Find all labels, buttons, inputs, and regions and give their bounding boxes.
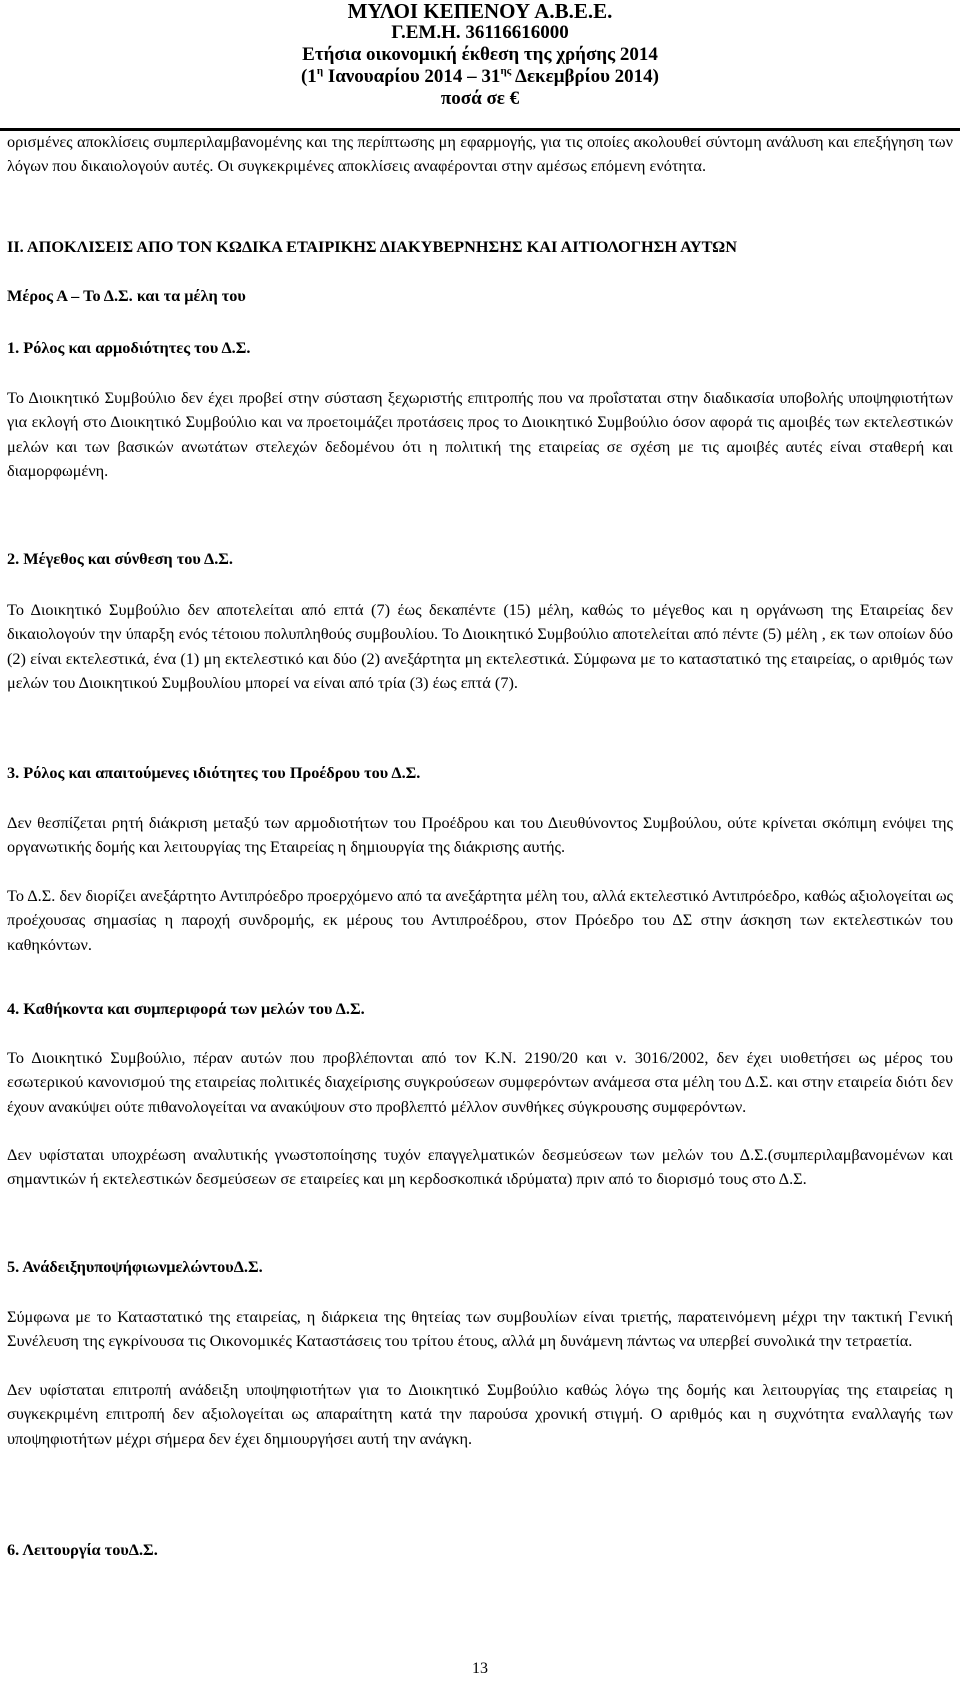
section-5-paragraph-1: Σύμφωνα με το Καταστατικό της εταιρείας, η διάρκεια της θητείας των συμβουλίων είναι τριετής, παρατεινόμενη μέχρι την τακτική Γενική Συνέλευση της εγκρίνουσα τις Οικονομικές Καταστάσεις του τρίτου έτους, αλλά μη δυνάμενη πάντως να υπερβεί συνολικά την τετραετία. [7, 1307, 953, 1351]
section-4-paragraph-2: Δεν υφίσταται υποχρέωση αναλυτικής γνωστοποίησης τυχόν επαγγελματικών δεσμεύσεων των μελών του Δ.Σ.(συμπεριλαμβανομένων και σημαντικών ή εκτελεστικών δεσμεύσεων σε εταιρείες και μη κερδοσκοπικά ιδρύματα) πριν από το διορισμό τους στο Δ.Σ. [7, 1145, 953, 1189]
section-4-paragraph-1: Το Διοικητικό Συμβούλιο, πέραν αυτών που προβλέπονται από τον Κ.Ν. 2190/20 και ν. 3016/2002, δεν έχει υιοθετήσει ως μέρος του εσωτερικού κανονισμού της εταιρείας πολιτικές διαχείρισης συγκρούσεων συμφερόντων ανάμεσα στα μέλη του Δ.Σ. και στην εταιρεία διότι δεν έχουν ανακύψει ούτε πιθανολογείται να ανακύψουν στο προβλεπτό μέλλον συνθήκες σύγκρουσης συμφερόντων. [7, 1048, 953, 1116]
section-ii-heading: ΙΙ. ΑΠΟΚΛΙΣΕΙΣ ΑΠΟ ΤΟΝ ΚΩΔΙΚΑ ΕΤΑΙΡΙΚΗΣ ΔΙΑΚΥΒΕΡΝΗΣΗΣ ΚΑΙ ΑΙΤΙΟΛΟΓΗΣΗ ΑΥΤΩΝ [7, 237, 737, 256]
intro-paragraph: ορισμένες αποκλίσεις συμπεριλαμβανομένης και της περίπτωσης μη εφαρμογής, για τις οποίες ακολουθεί σύντομη ανάλυση και επεξήγηση των λόγων που δικαιολογούν αυτές. Οι συγκεκριμένες αποκλίσεις αναφέρονται στην αμέσως επόμενη ενότητα. [7, 132, 953, 176]
report-period [0, 66, 960, 88]
registry-number: Γ.ΕΜ.Η. 36116616000 [391, 22, 569, 43]
period-sup-1: η [316, 64, 324, 77]
part-a-heading: Μέρος Α – Το Δ.Σ. και τα μέλη του [7, 286, 246, 305]
section-1-paragraph: Το Διοικητικό Συμβούλιο δεν έχει προβεί στην σύσταση ξεχωριστής επιτροπής που να προΐσταται στην διαδικασία υποβολής υποψηφιοτήτων για εκλογή στο Διοικητικό Συμβούλιο και να προετοιμάζει προτάσεις προς το Διοικητικό Συμβούλιο όσον αφορά τις αμοιβές των εκτελεστικών μελών και των βασικών ανωτάτων στελεχών δεδομένου ότι η πολιτική της εταιρείας σε σχέση με τις αμοιβές αυτές είναι σταθερή και διαμορφωμένη. [7, 388, 953, 480]
section-1-heading: 1. Ρόλος και αρμοδιότητες του Δ.Σ. [7, 338, 251, 357]
section-3-heading: 3. Ρόλος και απαιτούμενες ιδιότητες του Προέδρου του Δ.Σ. [7, 763, 421, 782]
section-4-heading: 4. Καθήκοντα και συμπεριφορά των μελών του Δ.Σ. [7, 999, 365, 1018]
period-close: Δεκεμβρίου 2014) [511, 66, 660, 87]
section-3-paragraph-1: Δεν θεσπίζεται ρητή διάκριση μεταξύ των αρμοδιοτήτων του Προέδρου και του Διευθύνοντος Συμβούλου, ούτε κρίνεται σκόπιμη ενόψει της οργανωτικής δομής και λειτουργίας της Εταιρείας η δημιουργία της διάκρισης αυτής. [7, 813, 953, 857]
section-3-paragraph-2: Το Δ.Σ. δεν διορίζει ανεξάρτητο Αντιπρόεδρο προερχόμενο από τα ανεξάρτητα μέλη του, αλλά εκτελεστικό Αντιπρόεδρο, καθώς αξιολογείται ως προέχουσας σημασίας η παροχή συνδρομής, εκ μέρους του Αντιπροέδρου, στον Πρόεδρο του ΔΣ στην άσκηση των εκτελεστικών του καθηκόντων. [7, 886, 953, 954]
period-open: (1 [300, 66, 317, 87]
company-name: ΜΥΛΟΙ ΚΕΠΕΝΟΥ Α.Β.Ε.Ε. [347, 0, 613, 23]
period-mid: Ιανουαρίου 2014 – 31 [323, 66, 501, 87]
page-number: 13 [472, 1660, 488, 1677]
section-6-heading: 6. Λειτουργία τουΔ.Σ. [7, 1540, 158, 1559]
section-5-heading: 5. ΑνάδειξηυποψήφιωνμελώντουΔ.Σ. [7, 1257, 263, 1276]
period-sup-2: ης [500, 64, 512, 77]
section-2-paragraph: Το Διοικητικό Συμβούλιο δεν αποτελείται από επτά (7) έως δεκαπέντε (15) μέλη, καθώς το μέγεθος και η οργάνωση της Εταιρείας δεν δικαιολογούν την ύπαρξη ενός τέτοιου πολυπληθούς συμβουλίου. Το Διοικητικό Συμβούλιο αποτελείται από πέντε (5) μέλη , εκ των οποίων δύο (2) είναι εκτελεστικά, ένα (1) μη εκτελεστικό και δύο (2) ανεξάρτητα μη εκτελεστικά. Σύμφωνα με το καταστατικό της εταιρείας, ο αριθμός των μελών του Διοικητικού Συμβουλίου μπορεί να είναι από τρία (3) έως επτά (7). [7, 600, 953, 692]
report-title: Ετήσια οικονομική έκθεση της χρήσης 2014 [302, 44, 658, 65]
section-5-paragraph-2: Δεν υφίσταται επιτροπή ανάδειξη υποψηφιοτήτων για το Διοικητικό Συμβούλιο καθώς λόγω της δομής και λειτουργίας της εταιρείας η συγκεκριμένη επιτροπή δεν αξιολογείται ως απαραίτητη κατά την παρούσα χρονική στιγμή. Ο αριθμός και η συχνότητα εναλλαγής των υποψηφιοτήτων μέχρι σήμερα δεν έχει δημιουργήσει αυτή την ανάγκη. [7, 1380, 953, 1448]
currency-note: ποσά σε € [440, 88, 520, 109]
section-2-heading: 2. Μέγεθος και σύνθεση του Δ.Σ. [7, 549, 233, 568]
